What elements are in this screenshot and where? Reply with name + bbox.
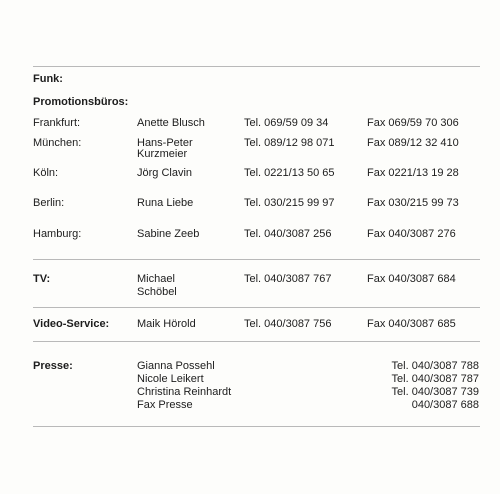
fax-number: Fax 089/12 32 410 xyxy=(367,137,459,149)
phone-number: Tel. 040/3087 256 xyxy=(244,228,332,240)
section-label-tv: TV: xyxy=(33,273,51,285)
fax-number: Fax 030/215 99 73 xyxy=(367,197,459,209)
divider-bottom xyxy=(33,426,480,427)
contact-name-line2: Schöbel xyxy=(137,286,177,298)
city-label: Hamburg: xyxy=(33,228,82,240)
fax-number: Fax 040/3087 684 xyxy=(367,273,456,285)
contact-name: Anette Blusch xyxy=(137,117,205,129)
fax-number: Fax 040/3087 276 xyxy=(367,228,456,240)
city-label: Köln: xyxy=(33,167,59,179)
phone-number: Tel. 089/12 98 071 xyxy=(244,137,335,149)
promotion-offices-heading: Promotionsbüros: xyxy=(33,96,129,108)
section-label-video-service: Video-Service: xyxy=(33,318,110,330)
contact-name-line2: Kurzmeier xyxy=(137,148,188,160)
funk-heading: Funk: xyxy=(33,73,63,85)
fax-number: Fax 0221/13 19 28 xyxy=(367,167,459,179)
contact-name: Michael xyxy=(137,273,175,285)
city-label: München: xyxy=(33,137,82,149)
contact-name: Runa Liebe xyxy=(137,197,194,209)
contact-name: Hans-Peter xyxy=(137,137,193,149)
press-contact-name: Fax Presse xyxy=(137,399,193,411)
phone-number: Tel. 040/3087 756 xyxy=(244,318,332,330)
contact-name: Sabine Zeeb xyxy=(137,228,200,240)
press-phone-number: Tel. 040/3087 787 xyxy=(391,373,479,385)
divider-tv-video xyxy=(33,307,480,308)
press-phone-number: Tel. 040/3087 739 xyxy=(391,386,479,398)
contact-name: Jörg Clavin xyxy=(137,167,193,179)
phone-number: Tel. 069/59 09 34 xyxy=(244,117,329,129)
city-label: Frankfurt: xyxy=(33,117,81,129)
divider-video-presse xyxy=(33,341,480,342)
divider-top xyxy=(33,66,480,67)
phone-number: Tel. 0221/13 50 65 xyxy=(244,167,335,179)
phone-number: Tel. 030/215 99 97 xyxy=(244,197,335,209)
press-contact-name: Gianna Possehl xyxy=(137,360,215,372)
press-fax-number: 040/3087 688 xyxy=(411,399,479,411)
press-phone-number: Tel. 040/3087 788 xyxy=(391,360,479,372)
fax-number: Fax 069/59 70 306 xyxy=(367,117,459,129)
fax-number: Fax 040/3087 685 xyxy=(367,318,456,330)
phone-number: Tel. 040/3087 767 xyxy=(244,273,332,285)
contact-name: Maik Hörold xyxy=(137,318,196,330)
section-label-presse: Presse: xyxy=(33,360,73,372)
press-contact-name: Christina Reinhardt xyxy=(137,386,232,398)
divider-funk-tv xyxy=(33,259,480,260)
press-contact-name: Nicole Leikert xyxy=(137,373,204,385)
city-label: Berlin: xyxy=(33,197,65,209)
